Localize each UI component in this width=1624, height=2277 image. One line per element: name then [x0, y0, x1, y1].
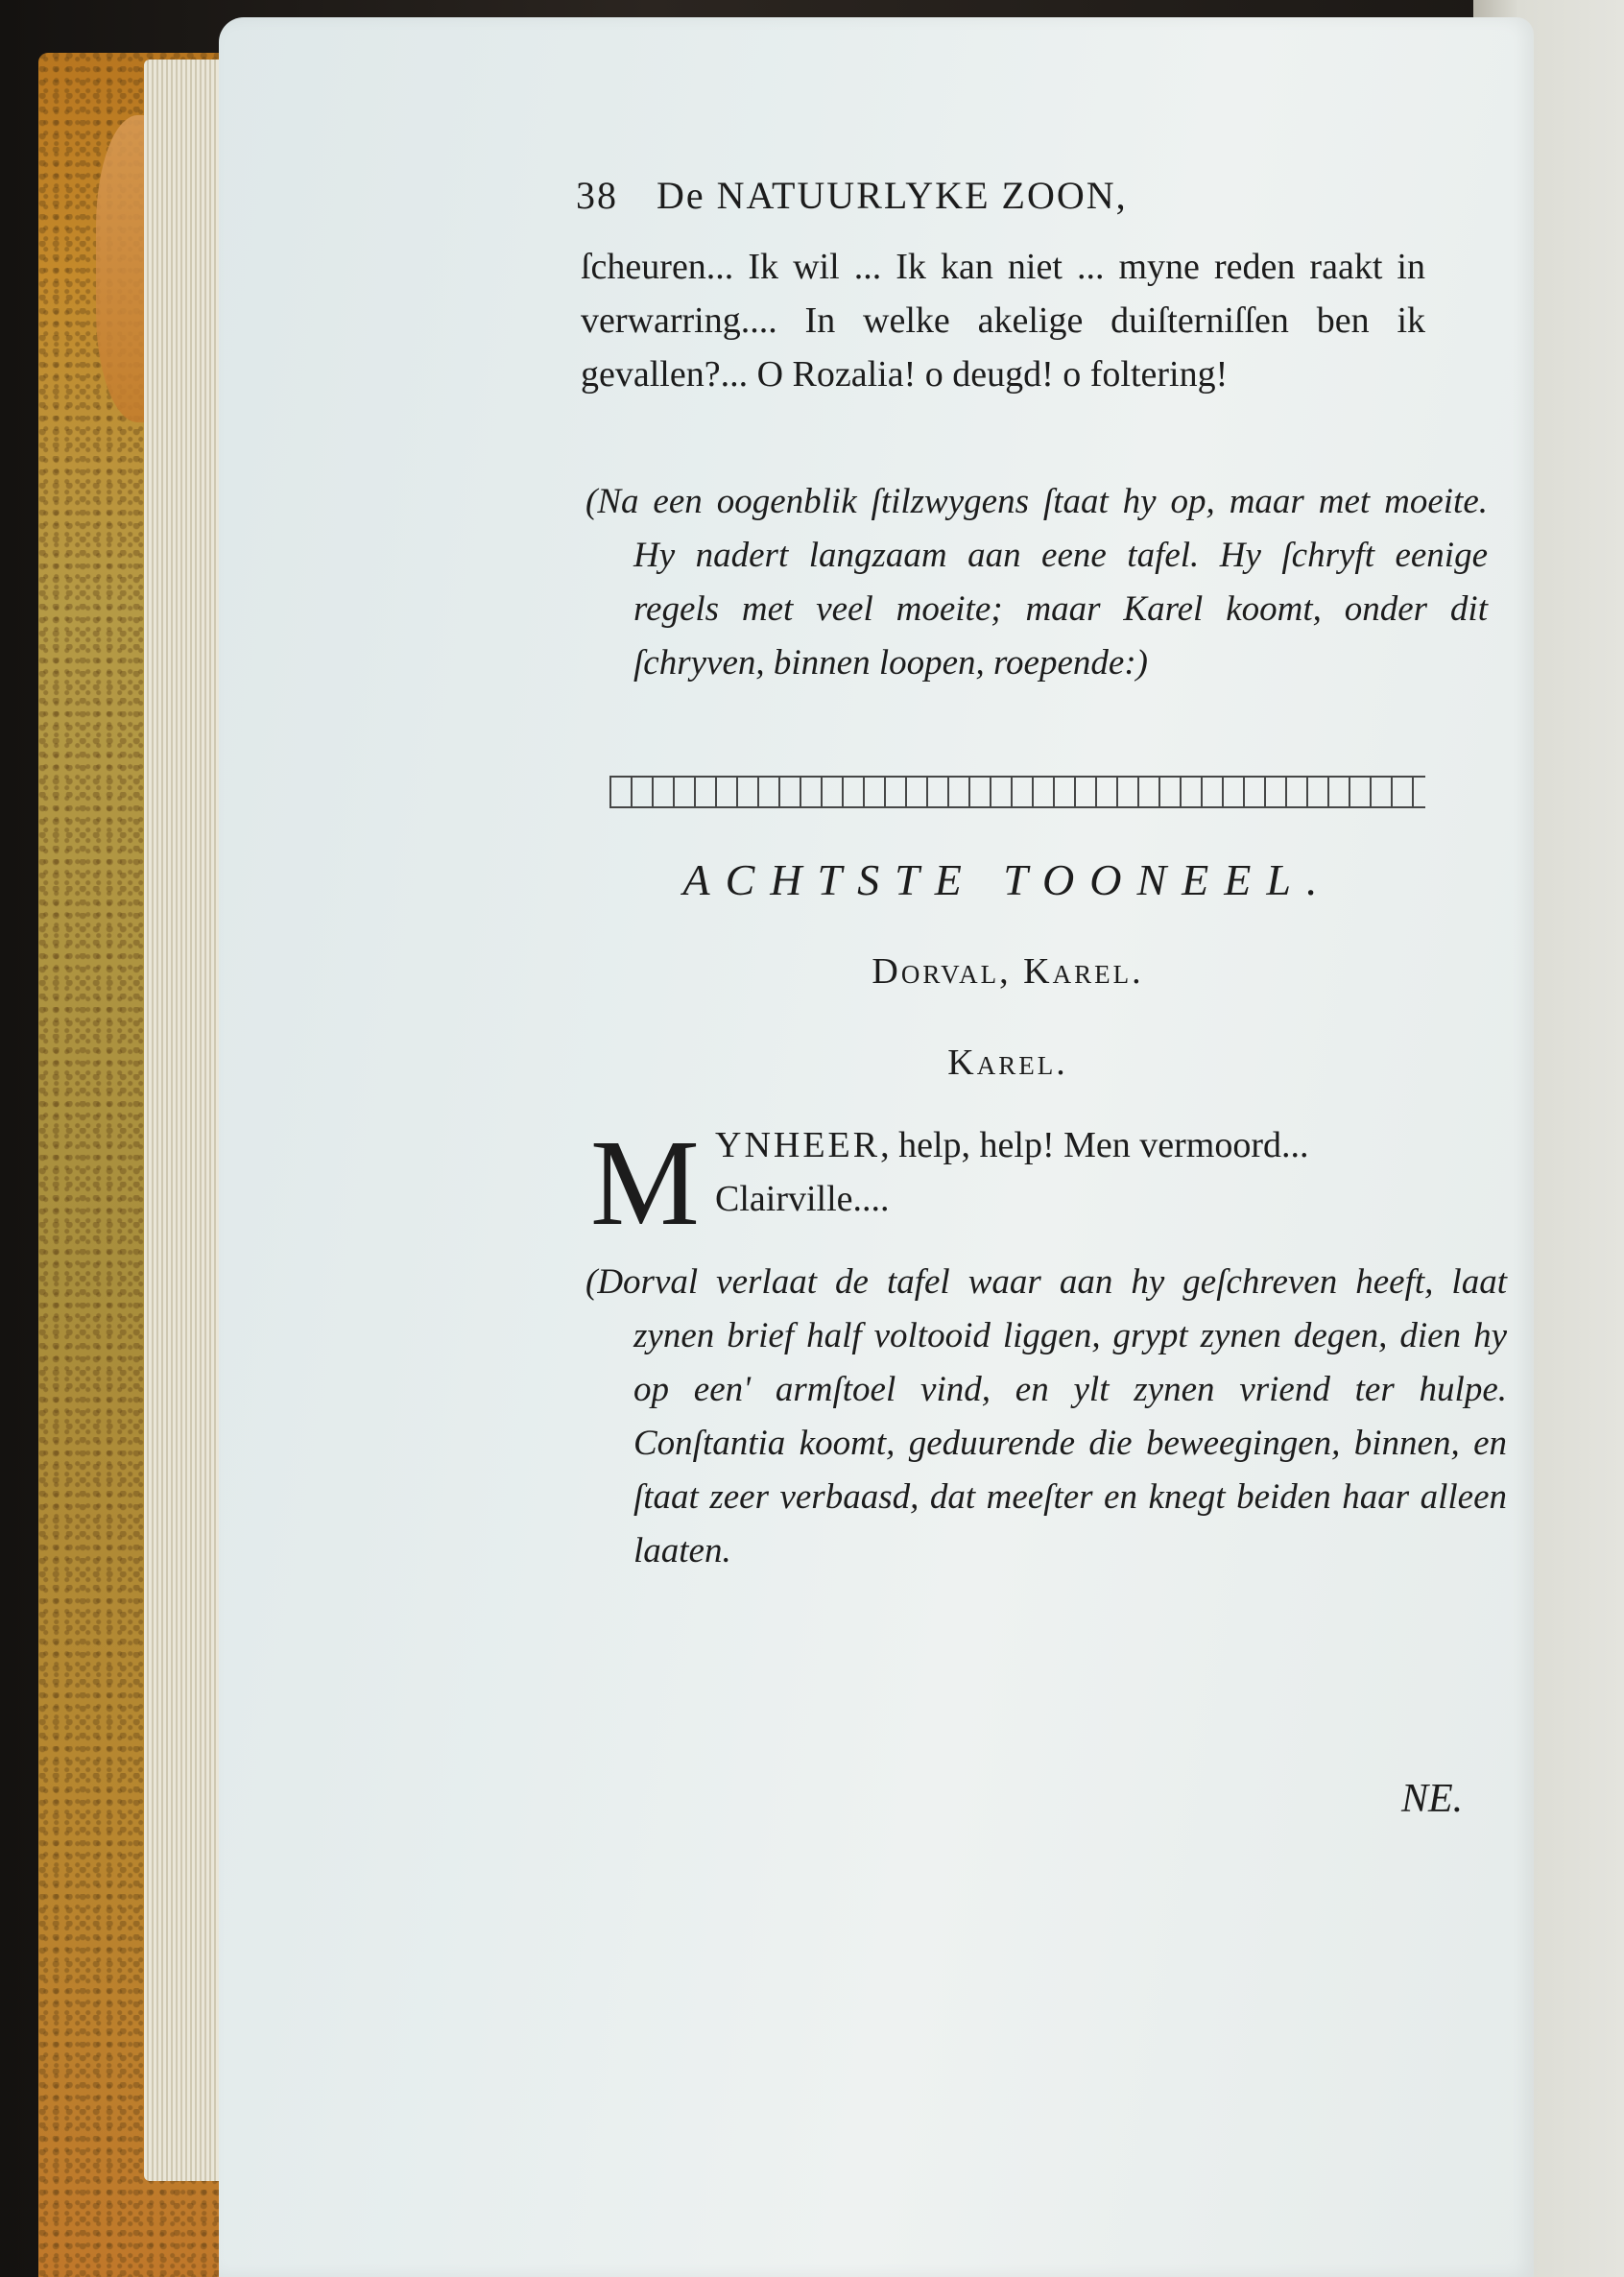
scene-heading: ACHTSTE TOONEEL.	[682, 855, 1333, 904]
stage-direction-1: (Na een oogenblik ſtilzwygens ſtaat hy op, maar met moeite. Hy nadert langzaam aan eene tafel. Hy ſchryft eenige regels met veel moeite; maar Karel koomt, onder dit ſchryven, binnen loopen, roepende:)	[585, 482, 1488, 683]
character-list: Dorval, Karel.	[872, 951, 1144, 992]
paragraph-1: ſcheuren... Ik wil ... Ik kan niet ... myne reden raakt in verwarring.... In welke akelige duiſterniſſen ben ik gevallen?... O Rozalia! o deugd! o foltering!	[581, 247, 1425, 395]
catchword: NE.	[1401, 1777, 1464, 1821]
speech-rest: , help, help! Men vermoord... Clairville....	[715, 1125, 1309, 1219]
ornament-divider	[609, 776, 1425, 808]
running-title: De NATUURLYKE ZOON,	[657, 174, 1128, 217]
speech-line	[715, 1118, 1454, 1226]
page-number: 38	[576, 174, 618, 217]
speech-caps: YNHEER	[715, 1125, 881, 1165]
speaker-name: Karel.	[947, 1043, 1068, 1083]
stage-direction-2: (Dorval verlaat de tafel waar aan hy geſchreven heeft, laat zynen brief half voltooid liggen, grypt zynen degen, dien hy op een' armſtoel vind, en ylt zynen vriend ter hulpe. Conſtantia koomt, geduurende die beweegingen, binnen, en ſtaat zeer verbaasd, dat meeſter en knegt beiden haar alleen laaten.	[585, 1262, 1507, 1570]
running-header	[576, 173, 1128, 218]
drop-cap: M	[590, 1115, 700, 1251]
